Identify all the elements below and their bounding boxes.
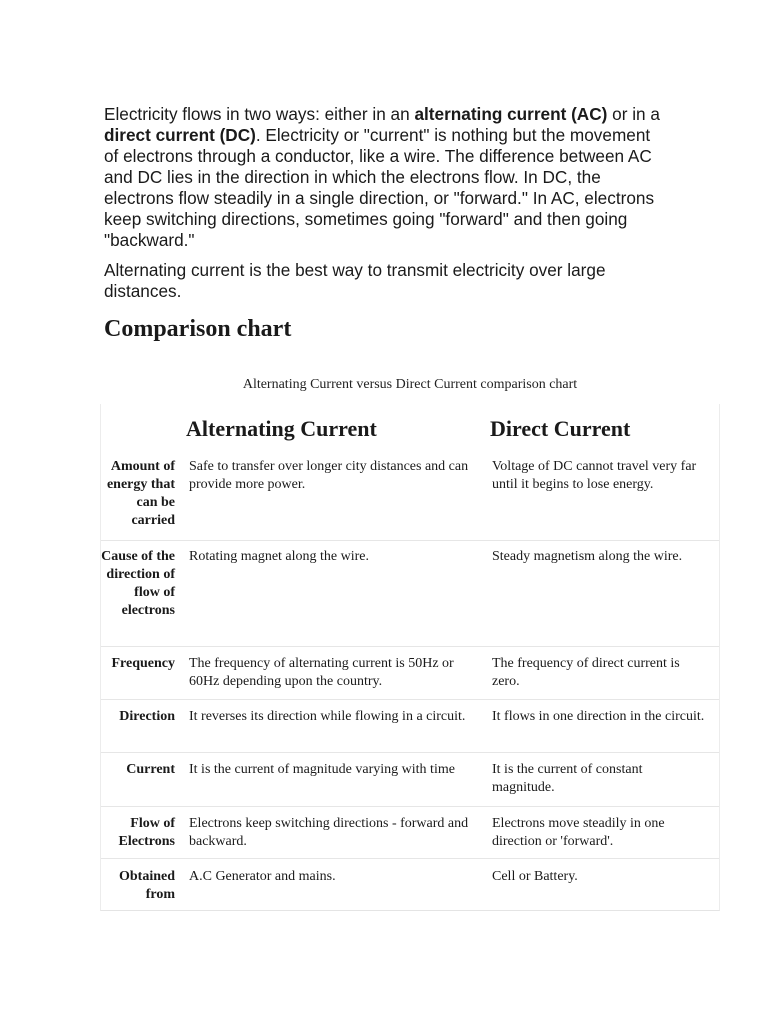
comparison-table <box>100 404 720 911</box>
table-row <box>101 807 719 859</box>
dc-cell: It flows in one direction in the circuit. <box>492 709 705 724</box>
row-label: Flow of Electrons <box>118 816 175 849</box>
intro-text-part: or in a <box>607 104 660 124</box>
intro-paragraph-1 <box>104 104 664 251</box>
row-label: Cause of the direction of flow of electrons <box>101 549 175 618</box>
ac-cell: Rotating magnet along the wire. <box>189 549 370 564</box>
dc-cell: Electrons move steadily in one direction or 'forward'. <box>492 816 665 849</box>
ac-cell: It reverses its direction while flowing in a circuit. <box>189 709 466 724</box>
ac-cell: Safe to transfer over longer city distances and can provide more power. <box>189 459 469 492</box>
row-label: Direction <box>119 709 175 724</box>
column-header-ac: Alternating Current <box>186 416 377 441</box>
dc-cell: It is the current of constant magnitude. <box>492 762 643 795</box>
table-row <box>101 753 719 807</box>
dc-cell: Steady magnetism along the wire. <box>492 549 683 564</box>
intro-paragraph-2: Alternating current is the best way to transmit electricity over large distances. <box>104 260 606 301</box>
row-label: Current <box>126 762 175 777</box>
table-row <box>101 860 719 910</box>
intro-text-part: . Electricity or "current" is nothing but the movement of electrons through a conductor, like a wire. The difference between AC and DC lies in the direction in which the electrons flow. In DC, the electrons flow steadily in a single direction, or "forward." In AC, electrons keep switching directions, sometimes going "forward" and then going "backward." <box>104 125 655 250</box>
ac-cell: The frequency of alternating current is 50Hz or 60Hz depending upon the country. <box>189 656 454 689</box>
dc-cell: Voltage of DC cannot travel very far until it begins to lose energy. <box>492 459 697 492</box>
table-row <box>101 700 719 753</box>
table-row <box>101 450 719 541</box>
table-caption: Alternating Current versus Direct Current comparison chart <box>242 377 578 392</box>
dc-cell: Cell or Battery. <box>492 869 578 884</box>
ac-cell: Electrons keep switching directions - forward and backward. <box>189 816 469 849</box>
section-heading: Comparison chart <box>104 316 292 342</box>
intro-text-part: Electricity flows in two ways: either in an <box>104 104 415 124</box>
dc-term: direct current (DC) <box>104 125 256 145</box>
ac-cell: A.C Generator and mains. <box>189 869 336 884</box>
intro-text <box>104 104 664 311</box>
ac-cell: It is the current of magnitude varying with time <box>189 762 455 777</box>
column-header-dc: Direct Current <box>490 416 631 441</box>
ac-term: alternating current (AC) <box>414 104 608 124</box>
row-label: Amount of energy that can be carried <box>106 459 175 528</box>
row-label: Obtained from <box>118 869 175 902</box>
row-label: Frequency <box>111 656 175 671</box>
table-row <box>101 540 719 647</box>
table-row <box>101 647 719 700</box>
dc-cell: The frequency of direct current is zero. <box>492 656 680 689</box>
